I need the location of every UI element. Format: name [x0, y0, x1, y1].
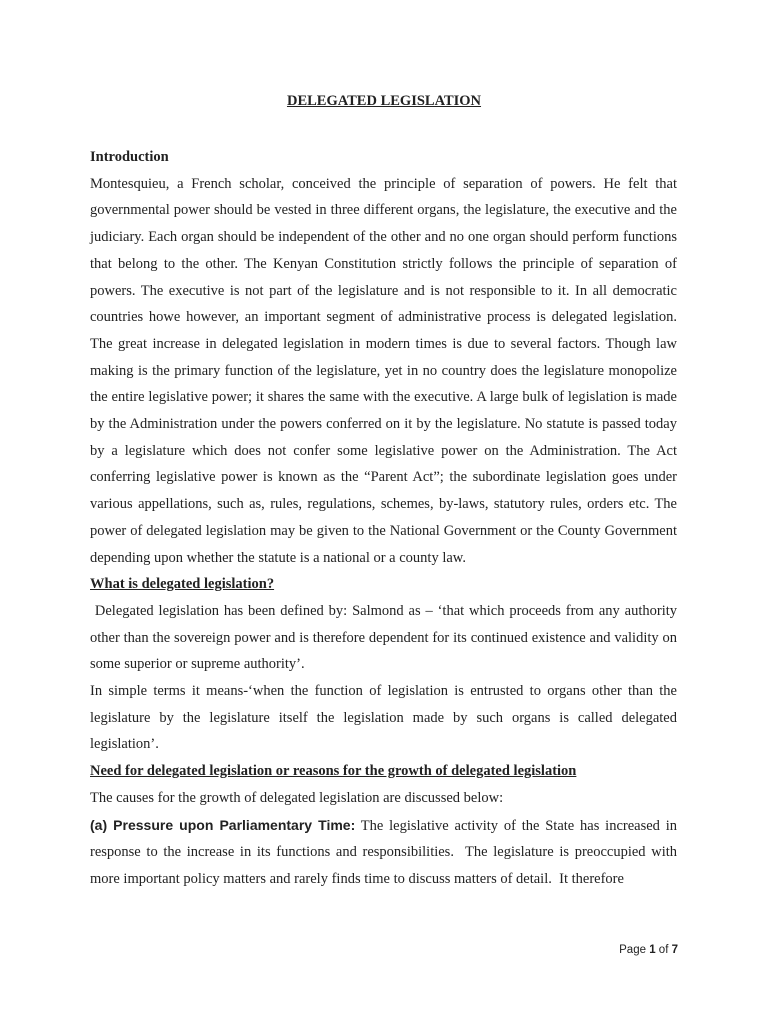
need-heading: Need for delegated legislation or reasons for the growth of delegated legislation — [90, 763, 577, 780]
definition-paragraph-1: Delegated legislation has been defined by: Salmond as – ‘that which proceeds from any authority other than the sovereign power and is therefore dependent for its continued existence and validity on some superior or supreme authority’. — [90, 602, 681, 673]
definition-paragraph-2: In simple terms it means-‘when the function of legislation is entrusted to organs other than the legislature by the legislature itself the legislation made by such organs is called delegated legislation’. — [90, 683, 677, 753]
point-a-paragraph — [90, 812, 681, 893]
need-intro: The causes for the growth of delegated legislation are discussed below: — [90, 789, 504, 806]
point-a-label: (a) Pressure upon Parliamentary Time: — [90, 816, 356, 833]
page-label: Page — [619, 944, 646, 956]
introduction-heading: Introduction — [90, 149, 169, 165]
document-body — [90, 144, 681, 893]
of-label: of — [658, 944, 669, 956]
point-a-text: The legislative activity of the State has increased in response to the increase in its functions and responsibilities. The legislature is preoccupied with more important policy matters and rarely finds time to discuss matters of detail. It therefore — [90, 817, 681, 887]
total-pages: 7 — [671, 944, 678, 956]
page-number: 1 — [649, 944, 656, 956]
introduction-paragraph: Montesquieu, a French scholar, conceived the principle of separation of powers. He felt that governmental power should be vested in three different organs, the legislature, the executive and the judiciary. Each organ should be independent of the other and no one organ should perform functions that belong to the other. The Kenyan Constitution strictly follows the principle of separation of powers. The executive is not part of the legislature and is not responsible to it. In all democratic countries howe however, an important segment of administrative process is delegated legislation. The great increase in delegated legislation in modern times is due to several factors. Though law making is the primary function of the legislature, yet in no country does the legislature monopolize the entire legislative power; it shares the same with the executive. A large bulk of legislation is made by the Administration under the powers conferred on it by the legislature. No statute is passed today by a legislature which does not confer some legislative power on the Administration. The Act conferring legislative power is known as the “Parent Act”; the subordinate legislation goes under various appellations, such as, rules, regulations, schemes, by-laws, statutory rules, orders etc. The power of delegated legislation may be given to the National Government or the County Government depending upon whether the statute is a national or a county law. — [90, 175, 677, 566]
definition-heading: What is delegated legislation? — [90, 576, 275, 593]
page-footer — [619, 944, 678, 956]
document-title: DELEGATED LEGISLATION — [286, 93, 482, 109]
